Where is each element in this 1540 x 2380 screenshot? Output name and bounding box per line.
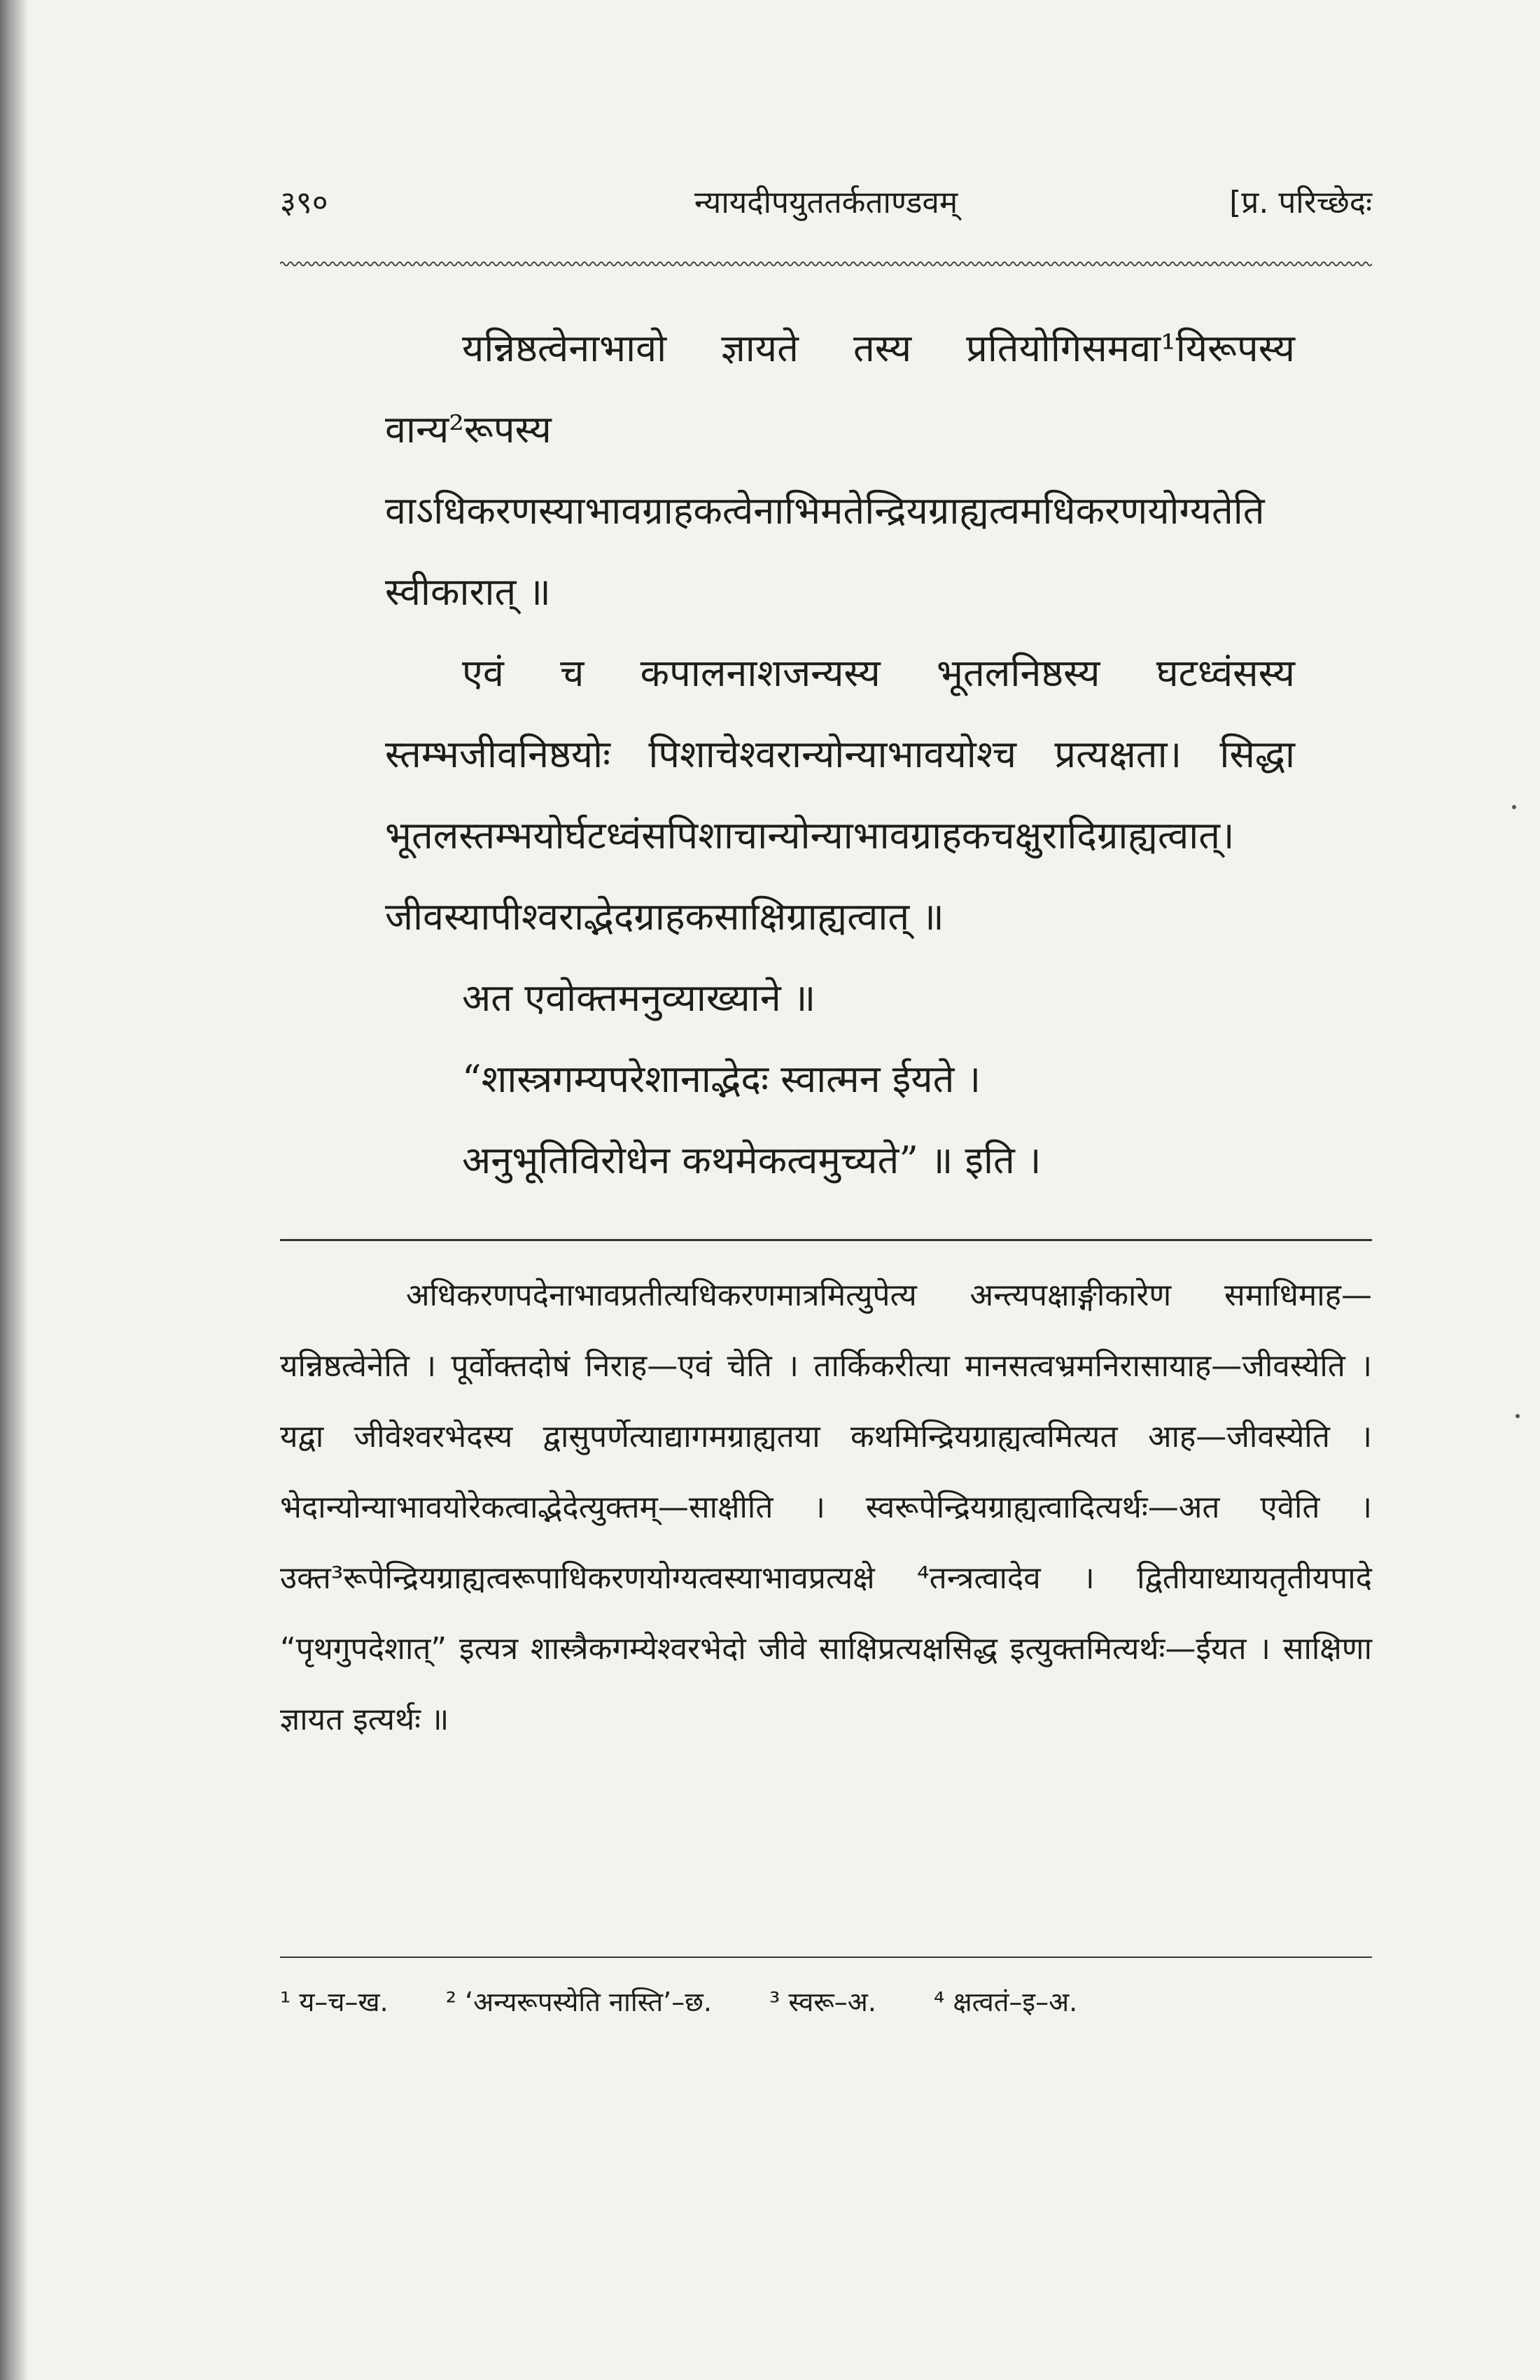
page-header — [280, 175, 1372, 231]
commentary — [280, 1260, 1372, 1755]
footnote-3: ³ स्वरू–अ. — [769, 1987, 876, 2017]
main-paragraph-2: एवं च कपालनाशजन्यस्य भूतलनिष्ठस्य घटध्वंसस्य स्तम्भजीवनिष्ठयोः पिशाचेश्वरान्योन्याभावयोश्च प्रत्यक्षता। सिद्धा भूतलस्तम्भयोर्घटध्वंसपिशाचान्योन्याभावग्राहकचक्षुरादिग्राह्यत्वात्। जीवस्यापीश्वराद्भेदग्राहकसाक्षिग्राह्यत्वात् ॥ — [385, 651, 1295, 939]
paper-speck — [1512, 805, 1516, 809]
section-label: [प्र. परिच्छेदः — [1229, 185, 1372, 220]
commentary-paragraph: अधिकरणपदेनाभावप्रतीत्यधिकरणमात्रमित्युपेत्य अन्त्यपक्षाङ्गीकारेण समाधिमाह—यन्निष्ठत्वेनेति । पूर्वोक्तदोषं निराह—एवं चेति । तार्किकरीत्या मानसत्वभ्रमनिरासायाह—जीवस्येति । यद्वा जीवेश्वरभेदस्य द्वासुपर्णेत्याद्यागमग्राह्यतया कथमिन्द्रियग्राह्यत्वमित्यत आह—जीवस्येति । भेदान्योन्याभावयोरेकत्वाद्भेदेत्युक्तम्—साक्षीति । स्वरूपेन्द्रियग्राह्यत्वादित्यर्थः—अत एवेति । उक्त³रूपेन्द्रियग्राह्यत्वरूपाधिकरणयोग्यत्वस्याभावप्रत्यक्षे ⁴तन्त्रत्वादेव । द्वितीयाध्यायतृतीयपादे “पृथगुपदेशात्” इत्यत्र शास्त्रैकगम्येश्वरभेदो जीवे साक्षिप्रत्यक्षसिद्ध इत्युक्तमित्यर्थः—ईयत । साक्षिणा ज्ञायत इत्यर्थः ॥ — [280, 1278, 1372, 1737]
footnote-2: ² ‘अन्यरूपस्येति नास्ति’–छ. — [445, 1987, 712, 2017]
text-commentary-divider — [280, 1239, 1372, 1241]
footnote-1: ¹ य–च–ख. — [280, 1987, 388, 2017]
header-wavy-rule — [280, 259, 1372, 269]
paper-speck — [1516, 1414, 1520, 1418]
page-number: ३९० — [280, 185, 328, 220]
verse-line-1: “शास्त्रगम्यपरेशानाद्भेदः स्वात्मन ईयते । — [462, 1057, 981, 1101]
main-paragraph-1: यन्निष्ठत्वेनाभावो ज्ञायते तस्य प्रतियोगिसमवा¹यिरूपस्य वान्य²रूपस्य वाऽधिकरणस्याभावग्राहकत्वेनाभिमतेन्द्रियग्राह्यत्वमधिकरणयोग्यतेति स्वीकारात् ॥ — [385, 326, 1295, 614]
main-paragraph-3: अत एवोक्तमनुव्याख्याने ॥ — [462, 976, 816, 1020]
main-text — [385, 308, 1295, 1201]
footnote-divider — [280, 1956, 1372, 1958]
footnote-4: ⁴ क्षत्वतं–इ–अ. — [934, 1987, 1078, 2017]
book-binding-shadow — [0, 0, 28, 2380]
page — [280, 175, 1372, 2017]
running-title: न्यायदीपयुततर्कताण्डवम् — [694, 185, 958, 220]
footnotes — [280, 1974, 1372, 2030]
verse-line-2: अनुभूतिविरोधेन कथमेकत्वमुच्यते” ॥ इति । — [462, 1138, 1042, 1182]
